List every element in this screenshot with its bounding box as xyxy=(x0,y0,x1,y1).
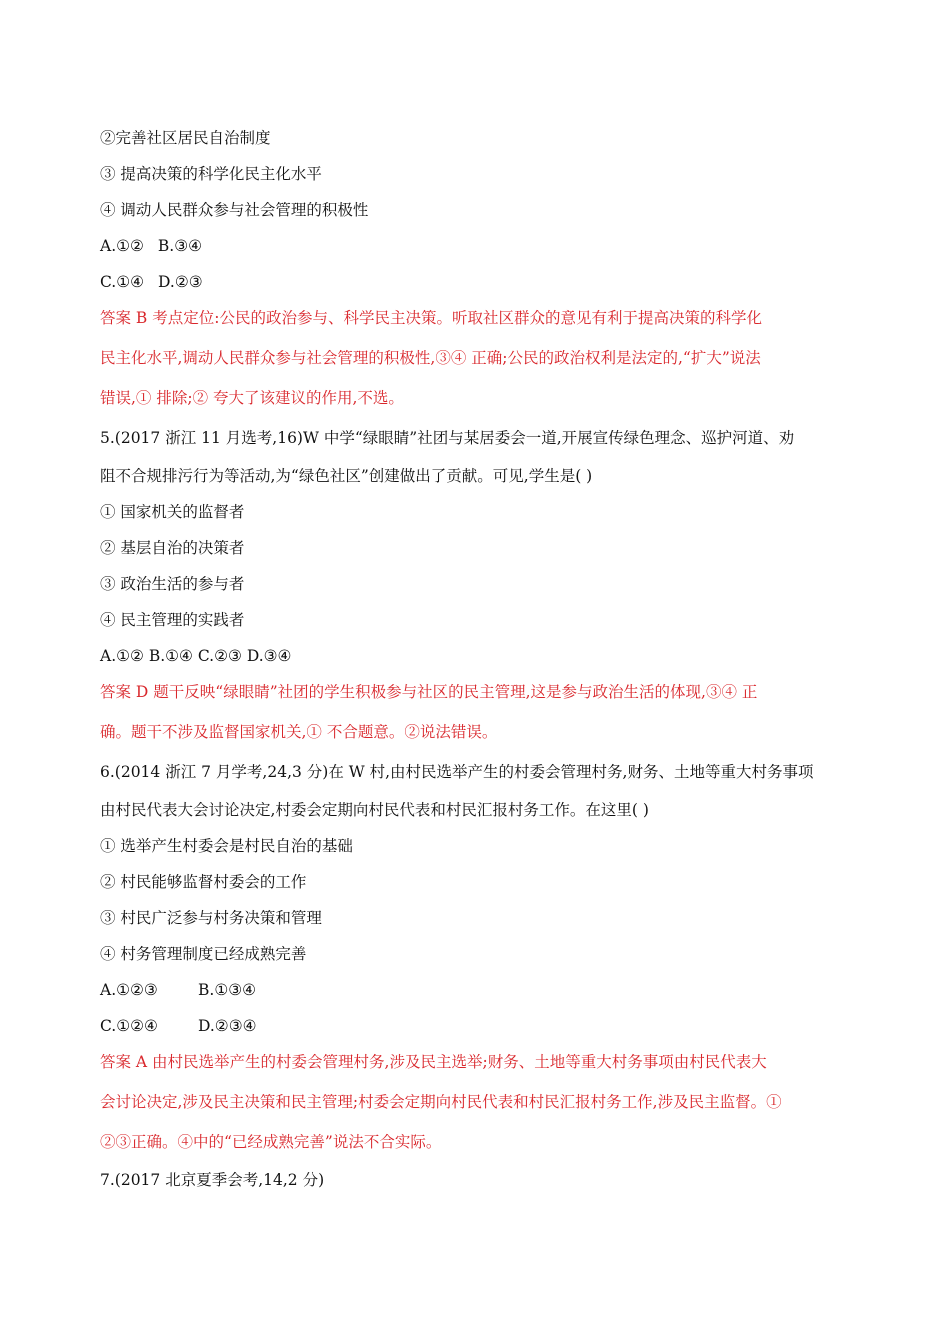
q6-choice-b: B.①③④ xyxy=(198,981,257,999)
q5-option-1: ① 国家机关的监督者 xyxy=(100,503,245,521)
q7-stem-line-1: 7.(2017 北京夏季会考,14,2 分) xyxy=(100,1171,325,1189)
q6-choices-row-2 xyxy=(100,1016,860,1036)
q4-choice-b: B.③④ xyxy=(157,237,203,255)
q5-answer-line-1: 答案 D 题干反映“绿眼睛”社团的学生积极参与社区的民主管理,这是参与政治生活的体现,③④ 正 xyxy=(100,683,758,701)
q5-option-3: ③ 政治生活的参与者 xyxy=(100,575,245,593)
q6-choices-row-1 xyxy=(100,980,860,1000)
q6-answer-line-3: ②③正确。④中的“已经成熟完善”说法不合实际。 xyxy=(100,1133,442,1151)
q5-answer-line-2: 确。题干不涉及监督国家机关,① 不合题意。②说法错误。 xyxy=(100,723,498,741)
q4-choices-row-2 xyxy=(100,272,860,292)
q4-option-3: ③ 提高决策的科学化民主化水平 xyxy=(100,165,322,183)
q4-choice-a: A.①② xyxy=(100,237,144,255)
q6-stem-line-2: 由村民代表大会讨论决定,村委会定期向村民代表和村民汇报村务工作。在这里( ) xyxy=(100,801,649,819)
q4-answer-line-3: 错误,① 排除;② 夸大了该建议的作用,不选。 xyxy=(100,389,404,407)
q6-option-4: ④ 村务管理制度已经成熟完善 xyxy=(100,945,307,963)
q5-choices: A.①② B.①④ C.②③ D.③④ xyxy=(100,647,292,665)
q5-stem-line-1: 5.(2017 浙江 11 月选考,16)W 中学“绿眼睛”社团与某居委会一道,开展宣传绿色理念、巡护河道、劝 xyxy=(100,429,795,447)
q4-answer-line-1: 答案 B 考点定位:公民的政治参与、科学民主决策。听取社区群众的意见有利于提高决策的科学化 xyxy=(100,309,762,327)
q6-option-3: ③ 村民广泛参与村务决策和管理 xyxy=(100,909,322,927)
q6-choice-c: C.①②④ xyxy=(100,1017,158,1035)
q4-option-4: ④ 调动人民群众参与社会管理的积极性 xyxy=(100,201,369,219)
q4-choices-row-1 xyxy=(100,236,860,256)
q5-option-4: ④ 民主管理的实践者 xyxy=(100,611,245,629)
q6-option-2: ② 村民能够监督村委会的工作 xyxy=(100,873,307,891)
q6-stem-line-1: 6.(2014 浙江 7 月学考,24,3 分)在 W 村,由村民选举产生的村委会管理村务,财务、土地等重大村务事项 xyxy=(100,763,814,781)
q4-choice-c: C.①④ xyxy=(100,273,145,291)
q6-choice-d: D.②③④ xyxy=(198,1017,257,1035)
q5-option-2: ② 基层自治的决策者 xyxy=(100,539,245,557)
q4-answer-line-2: 民主化水平,调动人民群众参与社会管理的积极性,③④ 正确;公民的政治权利是法定的,“扩大”说法 xyxy=(100,349,761,367)
q6-option-1: ① 选举产生村委会是村民自治的基础 xyxy=(100,837,353,855)
q4-choice-d: D.②③ xyxy=(158,273,203,291)
q6-answer-line-2: 会讨论决定,涉及民主决策和民主管理;村委会定期向村民代表和村民汇报村务工作,涉及民主监督。① xyxy=(100,1093,782,1111)
q6-answer-line-1: 答案 A 由村民选举产生的村委会管理村务,涉及民主选举;财务、土地等重大村务事项由村民代表大 xyxy=(100,1053,767,1071)
q6-choice-a: A.①②③ xyxy=(100,981,158,999)
q5-stem-line-2: 阻不合规排污行为等活动,为“绿色社区”创建做出了贡献。可见,学生是( ) xyxy=(100,467,593,485)
q4-option-2: ②完善社区居民自治制度 xyxy=(100,129,271,147)
